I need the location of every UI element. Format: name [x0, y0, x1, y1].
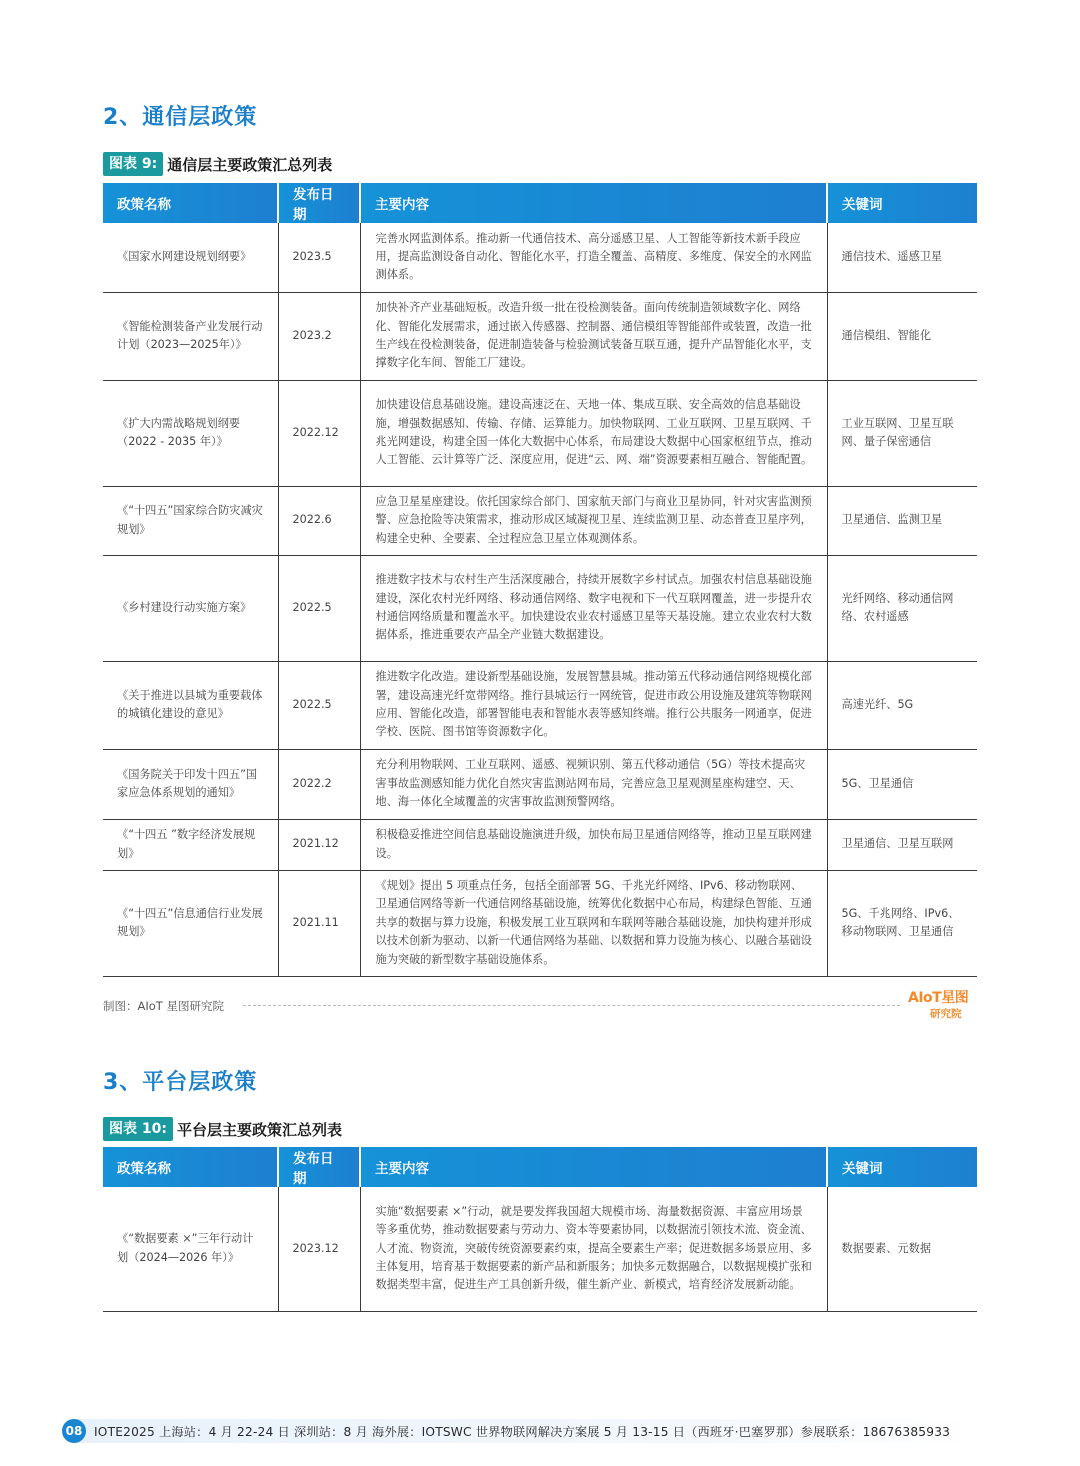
- policy-content: 推进数字化改造。建设新型基础设施，发展智慧县城。推动第五代移动通信网络规模化部署，建设高速光纤宽带网络。推行县城运行一网统管，促进市政公用设施及建筑等物联网应用、智能化改造，部署智能电表和智能水表等感知终端。推行公共服务一网通享，促进学校、医院、图书馆等资源数字化。: [360, 661, 827, 749]
- figure-10-title: [103, 1117, 342, 1141]
- policy-date: 2022.5: [278, 661, 360, 749]
- policy-name: 《智能检测装备产业发展行动计划（2023—2025年）》: [103, 292, 278, 380]
- aiot-logo: [908, 987, 978, 1023]
- policy-content: 完善水网监测体系。推动新一代通信技术、高分遥感卫星、人工智能等新技术新手段应用，提高监测设备自动化、智能化水平，打造全覆盖、高精度、多维度、保安全的水网监测体系。: [360, 223, 827, 292]
- policy-name: 《“十四五”信息通信行业发展规划》: [103, 870, 278, 976]
- table-row: [103, 819, 977, 870]
- table-row: [103, 223, 977, 292]
- policy-date: 2022.5: [278, 555, 360, 661]
- figure-source-note: 制图：AIoT 星图研究院: [103, 999, 224, 1013]
- policy-name: 《国务院关于印发十四五”国家应急体系规划的通知》: [103, 749, 278, 819]
- policy-date: 2023.5: [278, 223, 360, 292]
- policy-keywords: 高速光纤、5G: [827, 661, 977, 749]
- figure-9-badge: 图表 9:: [103, 152, 163, 176]
- policy-table-platform: [103, 1147, 977, 1312]
- policy-keywords: 5G、卫星通信: [827, 749, 977, 819]
- policy-content: 实施“数据要素 ×”行动，就是要发挥我国超大规模市场、海量数据资源、丰富应用场景等多重优势，推动数据要素与劳动力、资本等要素协同，以数据流引领技术流、资金流、人才流、物资流，突破传统资源要素约束，提高全要素生产率；促进数据多场景应用、多主体复用，培育基于数据要素的新产品和新服务；加快多元数据融合，以数据规模扩张和数据类型丰富，促进生产工具创新升级，催生新产业、新模式，培育经济发展新动能。: [360, 1187, 827, 1311]
- header-policy-name: 政策名称: [103, 183, 278, 223]
- policy-content: 应急卫星星座建设。依托国家综合部门、国家航天部门与商业卫星协同，针对灾害监测预警、应急抢险等决策需求，推动形成区域凝视卫星、连续监测卫星、动态普查卫星序列，构建全史种、全要素、全过程应急卫星立体观测体系。: [360, 486, 827, 555]
- policy-name: 《“十四五 ”数字经济发展规划》: [103, 819, 278, 870]
- policy-keywords: 数据要素、元数据: [827, 1187, 977, 1311]
- policy-date: 2022.2: [278, 749, 360, 819]
- policy-keywords: 卫星通信、卫星互联网: [827, 819, 977, 870]
- policy-content: 推进数字技术与农村生产生活深度融合，持续开展数字乡村试点。加强农村信息基础设施建设，深化农村光纤网络、移动通信网络、数字电视和下一代互联网覆盖，进一步提升农村通信网络质量和覆盖水平。加快建设农业农村遥感卫星等天基设施。建立农业农村大数据体系，推进重要农产品全产业链大数据建设。: [360, 555, 827, 661]
- policy-keywords: 通信技术、遥感卫星: [827, 223, 977, 292]
- policy-keywords: 光纤网络、移动通信网络、农村遥感: [827, 555, 977, 661]
- page-number: 08: [62, 1419, 86, 1443]
- logo-subtitle: 研究院: [930, 1008, 962, 1020]
- policy-keywords: 工业互联网、卫星互联网、量子保密通信: [827, 380, 977, 486]
- policy-content: 积极稳妥推进空间信息基础设施演进升级，加快布局卫星通信网络等，推动卫星互联网建设。: [360, 819, 827, 870]
- table-row: [103, 292, 977, 380]
- policy-date: 2021.12: [278, 819, 360, 870]
- policy-name: 《“数据要素 ×”三年行动计划（2024—2026 年）》: [103, 1187, 278, 1311]
- header-date: 发布日期: [278, 1147, 360, 1187]
- figure-9-title: [103, 152, 332, 176]
- policy-content: 加快补齐产业基础短板。改造升级一批在役检测装备。面向传统制造领域数字化、网络化、智能化发展需求，通过嵌入传感器、控制器、通信模组等智能部件或装置，改造一批生产线在役检测装备，促进制造装备与检验测试装备互联互通，提升产品智能化水平，支撑数字化车间、智能工厂建设。: [360, 292, 827, 380]
- section-heading-communication: 2、通信层政策: [103, 105, 258, 130]
- policy-date: 2023.12: [278, 1187, 360, 1311]
- policy-name: 《乡村建设行动实施方案》: [103, 555, 278, 661]
- page-footer: [62, 1419, 976, 1443]
- table-row: [103, 749, 977, 819]
- header-keywords: 关键词: [827, 1147, 977, 1187]
- policy-content: 加快建设信息基础设施。建设高速泛在、天地一体、集成互联、安全高效的信息基础设施，增强数据感知、传输、存储、运算能力。加快物联网、工业互联网、卫星互联网、千兆光网建设，构建全国一体化大数据中心体系，布局建设大数据中心国家枢纽节点，推动人工智能、云计算等广泛、深度应用，促进“云、网、端”资源要素相互融合、智能配置。: [360, 380, 827, 486]
- section-heading-platform: 3、平台层政策: [103, 1070, 258, 1095]
- logo-wordmark: AIoT星图: [908, 990, 969, 1006]
- figure-10-badge: 图表 10:: [103, 1117, 173, 1141]
- figure-9-caption: 通信层主要政策汇总列表: [167, 155, 333, 174]
- policy-content: 充分利用物联网、工业互联网、遥感、视频识别、第五代移动通信（5G）等技术提高灾害事故监测感知能力优化自然灾害监测站网布局，完善应急卫星观测星座构建空、天、地、海一体化全域覆盖的灾害事故监测预警网络。: [360, 749, 827, 819]
- policy-date: 2023.2: [278, 292, 360, 380]
- table-header-row: [103, 1147, 977, 1187]
- header-policy-name: 政策名称: [103, 1147, 278, 1187]
- policy-content: 《规划》提出 5 项重点任务，包括全面部署 5G、千兆光纤网络、IPv6、移动物联网、卫星通信网络等新一代通信网络基础设施，统筹优化数据中心布局，构建绿色智能、互通共享的数据与算力设施，积极发展工业互联网和车联网等融合基础设施，加快构建并形成以技术创新为驱动、以新一代通信网络为基础、以数据和算力设施为核心、以融合基础设施为突破的新型数字基础设施体系。: [360, 870, 827, 976]
- table-row: [103, 870, 977, 976]
- policy-date: 2021.11: [278, 870, 360, 976]
- policy-name: 《扩大内需战略规划纲要（2022 - 2035 年）》: [103, 380, 278, 486]
- table-row: [103, 380, 977, 486]
- policy-keywords: 卫星通信、监测卫星: [827, 486, 977, 555]
- figure-10-caption: 平台层主要政策汇总列表: [176, 1120, 342, 1139]
- footer-event-info: IOTE2025 上海站：4 月 22-24 日 深圳站：8 月 海外展：IOTSWC 世界物联网解决方案展 5 月 13-15 日（西班牙·巴塞罗那）参展联系：18676385933: [94, 1424, 951, 1439]
- policy-date: 2022.12: [278, 380, 360, 486]
- table-row: [103, 555, 977, 661]
- policy-name: 《国家水网建设规划纲要》: [103, 223, 278, 292]
- policy-name: 《关于推进以县城为重要载体的城镇化建设的意见》: [103, 661, 278, 749]
- policy-name: 《“十四五”国家综合防灾减灾规划》: [103, 486, 278, 555]
- policy-date: 2022.6: [278, 486, 360, 555]
- source-divider: [243, 1005, 900, 1006]
- policy-keywords: 通信模组、智能化: [827, 292, 977, 380]
- policy-keywords: 5G、千兆网络、IPv6、移动物联网、卫星通信: [827, 870, 977, 976]
- header-content: 主要内容: [360, 1147, 827, 1187]
- header-date: 发布日期: [278, 183, 360, 223]
- table-row: [103, 486, 977, 555]
- header-keywords: 关键词: [827, 183, 977, 223]
- table-row: [103, 661, 977, 749]
- table-header-row: [103, 183, 977, 223]
- table-row: [103, 1187, 977, 1311]
- header-content: 主要内容: [360, 183, 827, 223]
- policy-table-communication: [103, 183, 977, 977]
